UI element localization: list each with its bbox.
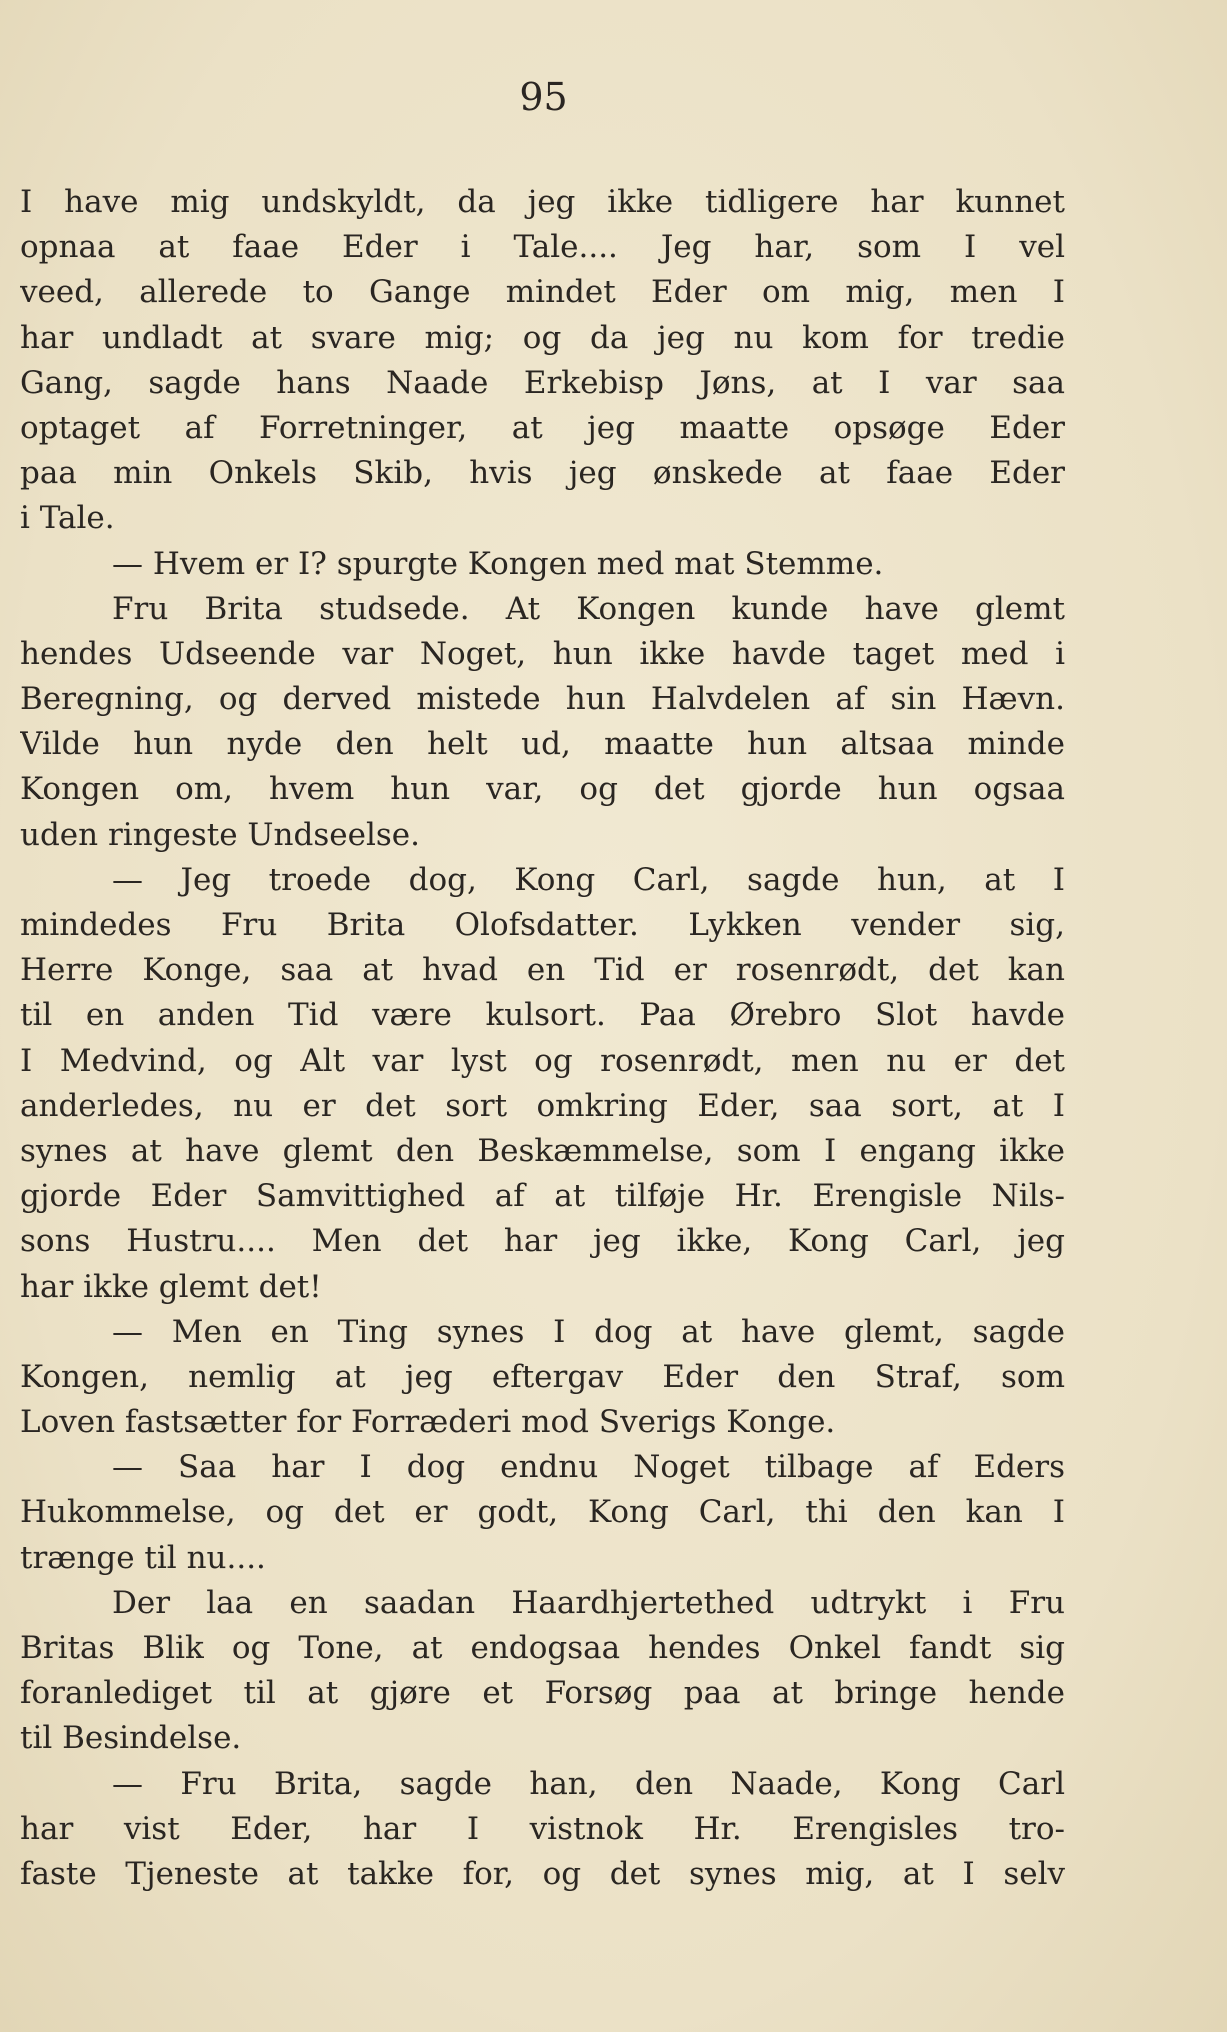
text-line: Kongen, nemlig at jeg eftergav Eder den Straf, som (20, 1358, 1065, 1395)
text-line: anderledes, nu er det sort omkring Eder, saa sort, at I (20, 1087, 1065, 1124)
text-line: har vist Eder, har I vistnok Hr. Erengisles tro- (20, 1810, 1065, 1847)
text-line: faste Tjeneste at takke for, og det synes mig, at I selv (20, 1855, 1065, 1892)
text-line: Kongen om, hvem hun var, og det gjorde hun ogsaa (20, 771, 1065, 808)
text-line: Der laa en saadan Haardhjertethed udtrykt i Fru (112, 1584, 1065, 1621)
body-text (20, 180, 1065, 1897)
text-line: Herre Konge, saa at hvad en Tid er rosenrødt, det kan (20, 952, 1065, 989)
text-line: mindedes Fru Brita Olofsdatter. Lykken vender sig, (20, 907, 1065, 943)
text-line: trænge til nu.... (20, 1539, 266, 1576)
text-line: Gang, sagde hans Naade Erkebisp Jøns, at I var saa (20, 364, 1065, 401)
text-line: foranlediget til at gjøre et Forsøg paa at bringe hende (20, 1675, 1065, 1712)
text-line: — Men en Ting synes I dog at have glemt, sagde (112, 1313, 1065, 1350)
text-line: sons Hustru.... Men det har jeg ikke, Kong Carl, jeg (20, 1223, 1065, 1260)
text-line: har undladt at svare mig; og da jeg nu kom for tredie (20, 319, 1065, 356)
text-line: I have mig undskyldt, da jeg ikke tidligere har kunnet (20, 184, 1065, 220)
text-line: Britas Blik og Tone, at endogsaa hendes Onkel fandt sig (20, 1630, 1065, 1666)
text-line: i Tale. (20, 500, 115, 537)
text-line: til en anden Tid være kulsort. Paa Ørebro Slot havde (20, 997, 1065, 1034)
text-line: Vilde hun nyde den helt ud, maatte hun altsaa minde (20, 726, 1065, 763)
text-line: I Medvind, og Alt var lyst og rosenrødt, men nu er det (20, 1042, 1065, 1079)
text-line: — Hvem er I? spurgte Kongen med mat Stemme. (112, 545, 884, 582)
text-line: til Besindelse. (20, 1720, 242, 1757)
text-line: Beregning, og derved mistede hun Halvdelen af sin Hævn. (20, 681, 1065, 718)
text-line: Loven fastsætter for Forræderi mod Sverigs Konge. (20, 1404, 836, 1441)
text-line: har ikke glemt det! (20, 1268, 322, 1305)
text-line: opnaa at faae Eder i Tale.... Jeg har, som I vel (20, 229, 1065, 266)
page-number: 95 (519, 75, 568, 119)
text-line: — Jeg troede dog, Kong Carl, sagde hun, at I (112, 861, 1065, 898)
text-line: hendes Udseende var Noget, hun ikke havde taget med i (20, 635, 1065, 672)
text-line: paa min Onkels Skib, hvis jeg ønskede at faae Eder (20, 455, 1065, 492)
text-line: optaget af Forretninger, at jeg maatte opsøge Eder (20, 409, 1065, 446)
text-line: — Fru Brita, sagde han, den Naade, Kong Carl (112, 1765, 1065, 1802)
text-line: Fru Brita studsede. At Kongen kunde have glemt (112, 590, 1065, 627)
text-line: synes at have glemt den Beskæmmelse, som I engang ikke (20, 1132, 1065, 1169)
text-line: — Saa har I dog endnu Noget tilbage af Eders (112, 1449, 1065, 1486)
text-line: uden ringeste Undseelse. (20, 816, 420, 853)
text-line: gjorde Eder Samvittighed af at tilføje Hr. Erengisle Nils- (20, 1178, 1065, 1215)
text-line: Hukommelse, og det er godt, Kong Carl, thi den kan I (20, 1494, 1065, 1531)
text-line: veed, allerede to Gange mindet Eder om mig, men I (20, 274, 1065, 311)
